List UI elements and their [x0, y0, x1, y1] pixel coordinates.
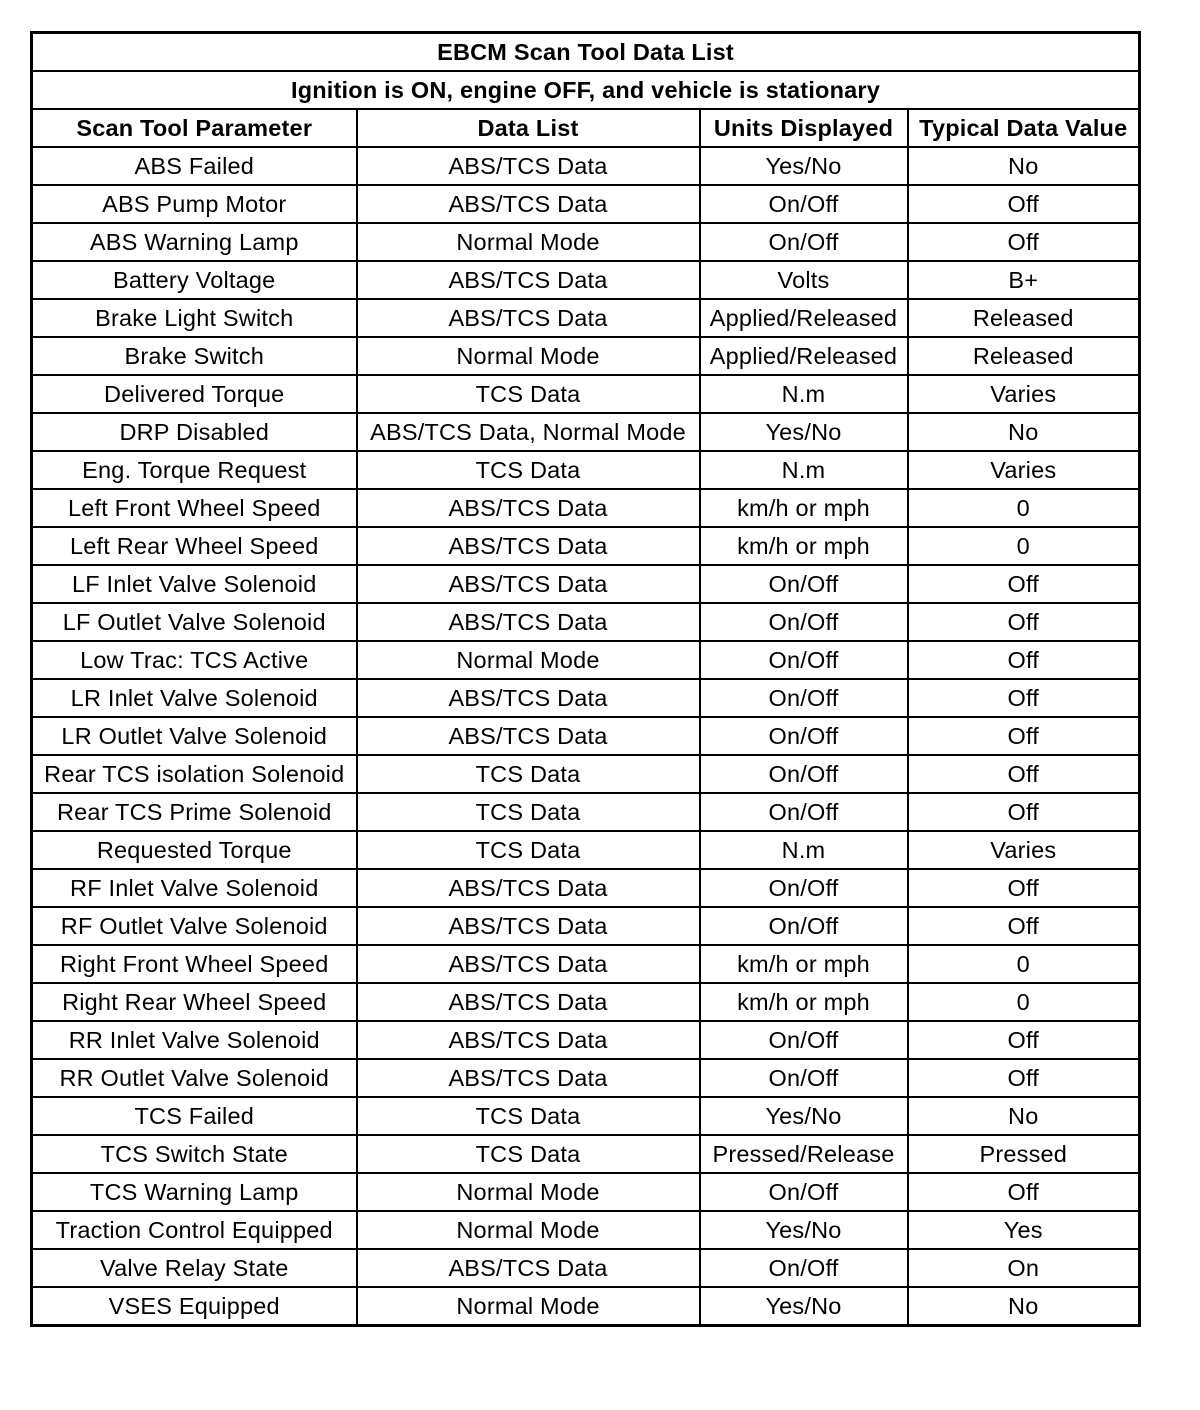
cell-typical-value: Off	[908, 1173, 1140, 1211]
cell-parameter: RR Inlet Valve Solenoid	[32, 1021, 357, 1059]
cell-data-list: Normal Mode	[357, 1173, 700, 1211]
cell-units: On/Off	[700, 1021, 908, 1059]
cell-units: On/Off	[700, 907, 908, 945]
table-title: EBCM Scan Tool Data List	[32, 33, 1140, 72]
cell-parameter: RF Inlet Valve Solenoid	[32, 869, 357, 907]
cell-parameter: VSES Equipped	[32, 1287, 357, 1326]
cell-data-list: Normal Mode	[357, 337, 700, 375]
cell-units: Yes/No	[700, 1287, 908, 1326]
table-row	[32, 755, 1140, 793]
cell-typical-value: Off	[908, 185, 1140, 223]
cell-data-list: ABS/TCS Data	[357, 679, 700, 717]
table-row	[32, 907, 1140, 945]
table-row	[32, 1135, 1140, 1173]
table-row	[32, 1173, 1140, 1211]
table-head	[32, 33, 1140, 148]
cell-parameter: Left Rear Wheel Speed	[32, 527, 357, 565]
cell-parameter: Right Front Wheel Speed	[32, 945, 357, 983]
column-header-units: Units Displayed	[700, 109, 908, 147]
cell-parameter: Eng. Torque Request	[32, 451, 357, 489]
cell-parameter: Battery Voltage	[32, 261, 357, 299]
table-row	[32, 1021, 1140, 1059]
table-row	[32, 451, 1140, 489]
cell-units: Pressed/Release	[700, 1135, 908, 1173]
table-row	[32, 565, 1140, 603]
cell-units: On/Off	[700, 641, 908, 679]
table-row	[32, 1097, 1140, 1135]
table-row	[32, 869, 1140, 907]
cell-units: Applied/Released	[700, 299, 908, 337]
cell-typical-value: Off	[908, 223, 1140, 261]
cell-typical-value: Varies	[908, 831, 1140, 869]
cell-units: On/Off	[700, 223, 908, 261]
cell-parameter: ABS Warning Lamp	[32, 223, 357, 261]
cell-data-list: Normal Mode	[357, 1211, 700, 1249]
table-row	[32, 1287, 1140, 1326]
cell-parameter: Left Front Wheel Speed	[32, 489, 357, 527]
cell-units: km/h or mph	[700, 489, 908, 527]
cell-data-list: TCS Data	[357, 755, 700, 793]
table-row	[32, 413, 1140, 451]
cell-parameter: DRP Disabled	[32, 413, 357, 451]
cell-typical-value: 0	[908, 527, 1140, 565]
cell-parameter: ABS Failed	[32, 147, 357, 185]
cell-data-list: ABS/TCS Data	[357, 945, 700, 983]
cell-typical-value: Released	[908, 337, 1140, 375]
cell-parameter: Brake Light Switch	[32, 299, 357, 337]
cell-parameter: Low Trac: TCS Active	[32, 641, 357, 679]
cell-data-list: ABS/TCS Data	[357, 489, 700, 527]
cell-parameter: RR Outlet Valve Solenoid	[32, 1059, 357, 1097]
cell-typical-value: Off	[908, 565, 1140, 603]
cell-typical-value: No	[908, 1287, 1140, 1326]
cell-typical-value: Yes	[908, 1211, 1140, 1249]
cell-parameter: LF Outlet Valve Solenoid	[32, 603, 357, 641]
cell-data-list: TCS Data	[357, 375, 700, 413]
cell-typical-value: Pressed	[908, 1135, 1140, 1173]
cell-units: On/Off	[700, 565, 908, 603]
cell-units: Yes/No	[700, 413, 908, 451]
title-row	[32, 33, 1140, 72]
cell-parameter: Right Rear Wheel Speed	[32, 983, 357, 1021]
cell-typical-value: Off	[908, 717, 1140, 755]
cell-typical-value: Varies	[908, 375, 1140, 413]
cell-data-list: TCS Data	[357, 451, 700, 489]
scan-tool-data-table	[30, 31, 1141, 1327]
table-body	[32, 147, 1140, 1326]
cell-parameter: ABS Pump Motor	[32, 185, 357, 223]
cell-data-list: TCS Data	[357, 1135, 700, 1173]
table-row	[32, 717, 1140, 755]
table-subtitle: Ignition is ON, engine OFF, and vehicle is stationary	[32, 71, 1140, 109]
cell-units: On/Off	[700, 755, 908, 793]
cell-units: On/Off	[700, 679, 908, 717]
cell-units: Yes/No	[700, 147, 908, 185]
cell-units: Volts	[700, 261, 908, 299]
cell-data-list: TCS Data	[357, 793, 700, 831]
cell-data-list: ABS/TCS Data, Normal Mode	[357, 413, 700, 451]
cell-data-list: ABS/TCS Data	[357, 1249, 700, 1287]
cell-data-list: ABS/TCS Data	[357, 983, 700, 1021]
cell-units: km/h or mph	[700, 527, 908, 565]
cell-parameter: TCS Failed	[32, 1097, 357, 1135]
table-row	[32, 147, 1140, 185]
cell-units: On/Off	[700, 793, 908, 831]
table-row	[32, 793, 1140, 831]
cell-parameter: Rear TCS isolation Solenoid	[32, 755, 357, 793]
table-row	[32, 489, 1140, 527]
subtitle-row	[32, 71, 1140, 109]
cell-data-list: ABS/TCS Data	[357, 1021, 700, 1059]
cell-units: On/Off	[700, 1173, 908, 1211]
cell-data-list: ABS/TCS Data	[357, 299, 700, 337]
cell-parameter: Delivered Torque	[32, 375, 357, 413]
cell-typical-value: No	[908, 147, 1140, 185]
table-row	[32, 1211, 1140, 1249]
table-row	[32, 223, 1140, 261]
cell-typical-value: No	[908, 413, 1140, 451]
column-header-typical-value: Typical Data Value	[908, 109, 1140, 147]
cell-typical-value: Off	[908, 1059, 1140, 1097]
cell-parameter: TCS Switch State	[32, 1135, 357, 1173]
cell-typical-value: Off	[908, 603, 1140, 641]
cell-data-list: ABS/TCS Data	[357, 717, 700, 755]
cell-units: N.m	[700, 451, 908, 489]
cell-typical-value: Off	[908, 907, 1140, 945]
table-row	[32, 831, 1140, 869]
cell-data-list: ABS/TCS Data	[357, 907, 700, 945]
cell-data-list: ABS/TCS Data	[357, 527, 700, 565]
table-row	[32, 1249, 1140, 1287]
cell-units: km/h or mph	[700, 983, 908, 1021]
table-row	[32, 679, 1140, 717]
table-row	[32, 299, 1140, 337]
cell-units: km/h or mph	[700, 945, 908, 983]
cell-parameter: Traction Control Equipped	[32, 1211, 357, 1249]
cell-parameter: TCS Warning Lamp	[32, 1173, 357, 1211]
cell-data-list: TCS Data	[357, 1097, 700, 1135]
cell-typical-value: B+	[908, 261, 1140, 299]
cell-typical-value: No	[908, 1097, 1140, 1135]
cell-data-list: ABS/TCS Data	[357, 1059, 700, 1097]
cell-typical-value: Off	[908, 755, 1140, 793]
cell-parameter: Brake Switch	[32, 337, 357, 375]
cell-typical-value: 0	[908, 945, 1140, 983]
table-row	[32, 1059, 1140, 1097]
cell-typical-value: Off	[908, 679, 1140, 717]
cell-parameter: Valve Relay State	[32, 1249, 357, 1287]
column-header-parameter: Scan Tool Parameter	[32, 109, 357, 147]
cell-units: Yes/No	[700, 1211, 908, 1249]
cell-parameter: LR Outlet Valve Solenoid	[32, 717, 357, 755]
table-row	[32, 185, 1140, 223]
cell-parameter: RF Outlet Valve Solenoid	[32, 907, 357, 945]
cell-typical-value: On	[908, 1249, 1140, 1287]
table-row	[32, 527, 1140, 565]
cell-units: On/Off	[700, 1059, 908, 1097]
cell-units: N.m	[700, 831, 908, 869]
cell-typical-value: 0	[908, 983, 1140, 1021]
cell-data-list: ABS/TCS Data	[357, 565, 700, 603]
cell-units: N.m	[700, 375, 908, 413]
table-row	[32, 603, 1140, 641]
cell-parameter: LR Inlet Valve Solenoid	[32, 679, 357, 717]
cell-data-list: Normal Mode	[357, 641, 700, 679]
cell-typical-value: Off	[908, 641, 1140, 679]
cell-parameter: Requested Torque	[32, 831, 357, 869]
column-header-data-list: Data List	[357, 109, 700, 147]
cell-parameter: LF Inlet Valve Solenoid	[32, 565, 357, 603]
cell-data-list: TCS Data	[357, 831, 700, 869]
cell-data-list: Normal Mode	[357, 223, 700, 261]
cell-typical-value: Off	[908, 793, 1140, 831]
table-row	[32, 641, 1140, 679]
cell-units: Applied/Released	[700, 337, 908, 375]
cell-data-list: ABS/TCS Data	[357, 147, 700, 185]
cell-typical-value: 0	[908, 489, 1140, 527]
cell-units: On/Off	[700, 1249, 908, 1287]
cell-data-list: ABS/TCS Data	[357, 185, 700, 223]
table-row	[32, 375, 1140, 413]
cell-typical-value: Off	[908, 1021, 1140, 1059]
cell-data-list: ABS/TCS Data	[357, 869, 700, 907]
cell-units: On/Off	[700, 603, 908, 641]
cell-units: On/Off	[700, 717, 908, 755]
header-row	[32, 109, 1140, 147]
table-row	[32, 983, 1140, 1021]
cell-units: On/Off	[700, 869, 908, 907]
table-row	[32, 261, 1140, 299]
cell-typical-value: Released	[908, 299, 1140, 337]
cell-units: On/Off	[700, 185, 908, 223]
cell-parameter: Rear TCS Prime Solenoid	[32, 793, 357, 831]
cell-typical-value: Varies	[908, 451, 1140, 489]
cell-units: Yes/No	[700, 1097, 908, 1135]
cell-data-list: ABS/TCS Data	[357, 261, 700, 299]
cell-data-list: Normal Mode	[357, 1287, 700, 1326]
table-row	[32, 945, 1140, 983]
cell-typical-value: Off	[908, 869, 1140, 907]
table-row	[32, 337, 1140, 375]
cell-data-list: ABS/TCS Data	[357, 603, 700, 641]
